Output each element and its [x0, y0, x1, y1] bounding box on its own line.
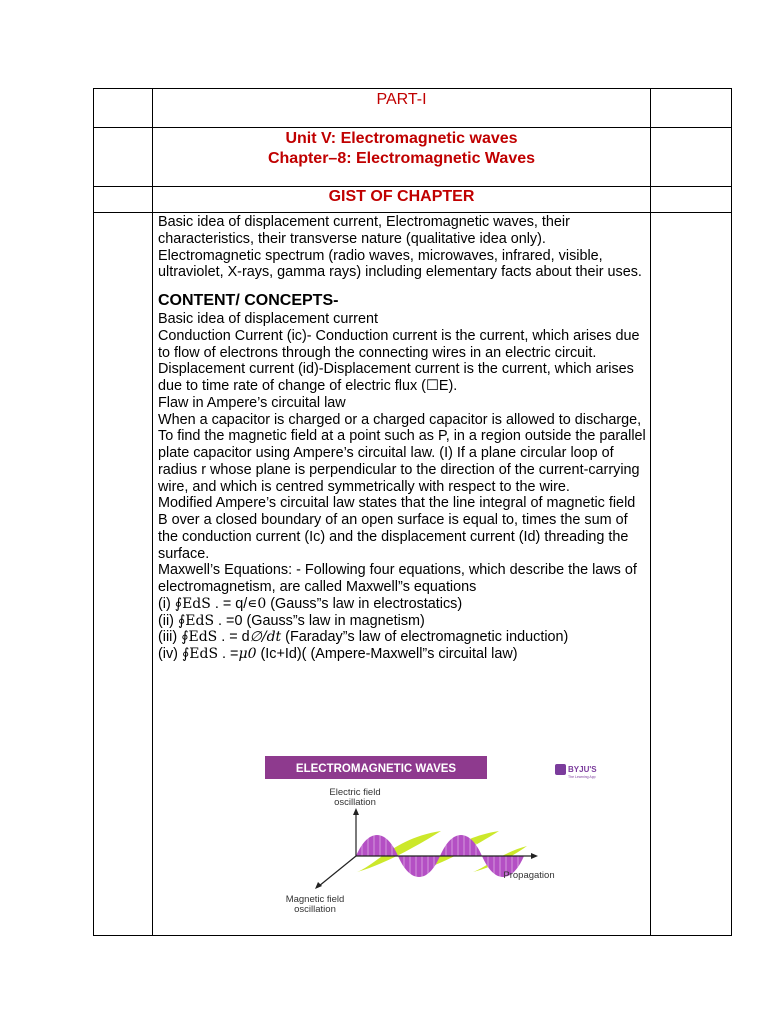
- paragraph: electromagnetism, are called Maxwell”s equations: [158, 579, 477, 595]
- maxwell-equation-2: (ii) ∮EdS . =0 (Gauss”s law in magnetism): [158, 612, 425, 629]
- figure-banner-text: ELECTROMAGNETIC WAVES: [295, 763, 457, 775]
- magnetic-field-label: Magnetic field: [285, 894, 345, 905]
- chapter-body: [158, 214, 648, 663]
- row-divider: [94, 186, 731, 187]
- electric-field-label-2: oscillation: [334, 797, 376, 808]
- svg-text:The Learning App: The Learning App: [568, 775, 596, 779]
- maxwell-equation-4: (iv) ∮EdS . =μ0 (Ic+Id)( (Ampere-Maxwell”s circuital law): [158, 646, 518, 662]
- chapter-heading: Chapter–8: Electromagnetic Waves: [267, 150, 536, 167]
- paragraph: Conduction Current (ic)- Conduction current is the current, which arises due to flow of electrons through the connecting wires in an electric circuit. Displacement current (id)-Displacement current is the current, which arises due to time rate of change of electric flux (☐E).: [158, 327, 640, 394]
- document-table: [93, 88, 732, 936]
- row-divider: [94, 127, 731, 128]
- content-heading: CONTENT/ CONCEPTS-: [158, 292, 339, 309]
- magnetic-field-label-2: oscillation: [294, 904, 336, 915]
- column-divider-right: [650, 89, 651, 935]
- paragraph: Flaw in Ampere’s circuital law: [158, 394, 346, 411]
- part-title: PART-I: [376, 91, 427, 108]
- maxwell-equation-3: (iii) ∮EdS . = d∅/dt (Faraday”s law of electromagnetic induction): [158, 629, 569, 646]
- propagation-label: Propagation: [503, 870, 555, 881]
- svg-text:BYJU'S: BYJU'S: [568, 765, 597, 774]
- unit-heading: Unit V: Electromagnetic waves: [285, 130, 518, 147]
- maxwell-equation-1: (i) ∮EdS . = q/∊0 (Gauss”s law in electrostatics): [158, 595, 463, 612]
- paragraph: When a capacitor is charged or a charged capacitor is allowed to discharge,: [158, 411, 642, 428]
- electric-field-label: Electric field: [329, 787, 381, 798]
- column-divider-left: [152, 89, 153, 935]
- gist-heading: GIST OF CHAPTER: [328, 188, 475, 205]
- paragraph: Maxwell’s Equations: - Following four equations, which describe the laws of: [158, 562, 637, 579]
- gist-paragraph: Basic idea of displacement current, Electromagnetic waves, their characteristics, their transverse nature (qualitative idea only). Electromagnetic spectrum (radio waves, microwaves, infrared, visible, ultraviolet, X-rays, gamma rays) including elementary facts about their uses.: [158, 214, 642, 281]
- paragraph: Basic idea of displacement current: [158, 311, 378, 327]
- paragraph: Modified Ampere’s circuital law states that the line integral of magnetic field B over a closed boundary of an open surface is equal to, times the sum of the conduction current (Ic) and the displacement current (Id) threading the surface.: [158, 495, 636, 562]
- paragraph: To find the magnetic field at a point such as P, in a region outside the parallel plate capacitor using Ampere’s circuital law. (I) If a plane circular loop of radius r whose plane is perpendicular to the direction of the current-carrying wire, and which is centred symmetrically with respect to the wire.: [158, 428, 646, 495]
- em-wave-figure: [265, 754, 605, 924]
- row-divider: [94, 212, 731, 213]
- unit-title: [153, 129, 650, 169]
